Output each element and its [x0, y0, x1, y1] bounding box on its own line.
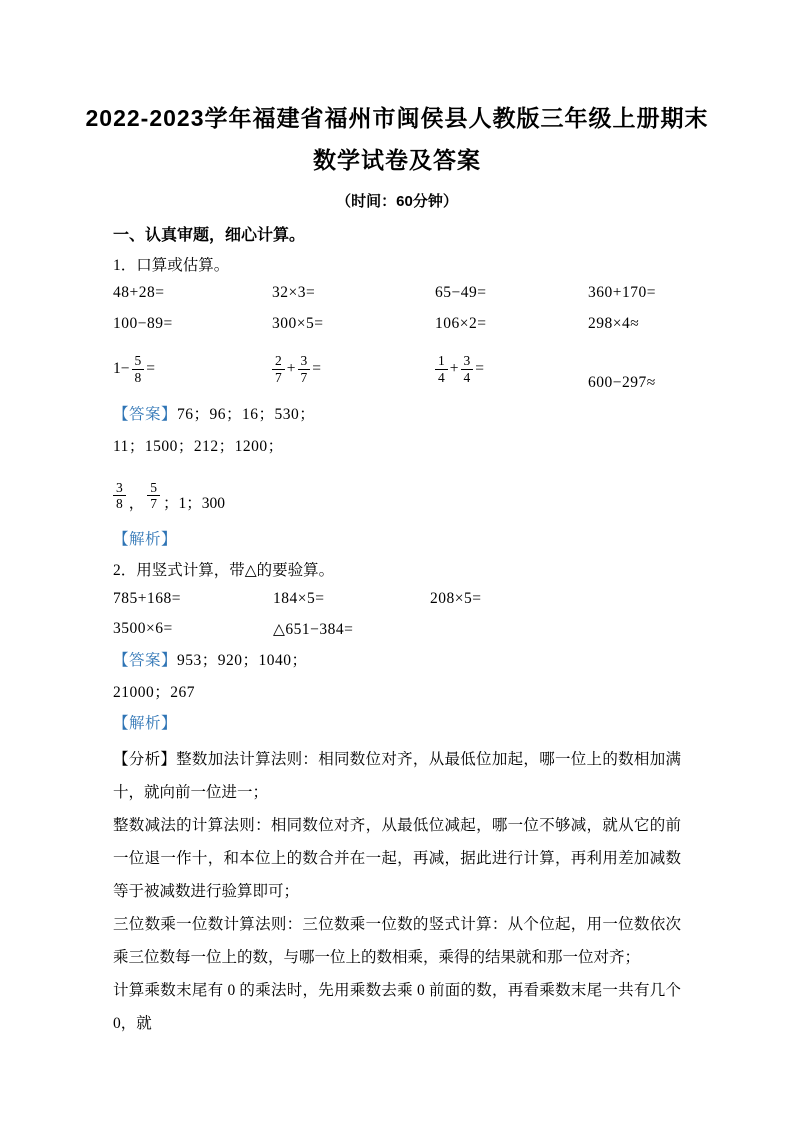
- equals-sign: =: [475, 360, 484, 377]
- answer-values: ；1；300: [163, 495, 226, 512]
- fraction-denominator: 4: [461, 369, 474, 385]
- section-1-heading: 一、认真审题，细心计算。: [113, 227, 306, 244]
- fraction-denominator: 8: [132, 369, 145, 385]
- detail-label: 【分析】: [113, 751, 177, 768]
- q1-fraction-row: [113, 344, 753, 394]
- q2-analysis-label: 【解析】: [113, 715, 178, 732]
- q1-oral-calc-row-1: [113, 281, 753, 305]
- math-expression-triangle: △651−384=: [273, 620, 354, 638]
- fraction-denominator: 4: [435, 369, 448, 385]
- q2-vertical-calc-row-1: [113, 587, 753, 611]
- document-title-line1: 2022-2023学年福建省福州市闽侯县人教版三年级上册期末: [85, 105, 709, 131]
- math-expression: 300×5=: [272, 315, 324, 332]
- separator-comma: ，: [128, 495, 145, 512]
- equals-sign: =: [146, 360, 155, 377]
- fraction-numerator: 3: [300, 353, 308, 369]
- answer-label: 【答案】: [113, 406, 178, 423]
- fraction: [461, 353, 474, 384]
- math-expression: 100−89=: [113, 315, 173, 332]
- q1-oral-calc-row-2: [113, 312, 753, 336]
- math-expression: 65−49=: [435, 284, 487, 301]
- q1-answer-line-1: [113, 402, 315, 424]
- math-expression-estimate: 600−297≈: [588, 374, 656, 391]
- answer-values: 76；96；16；530；: [177, 406, 316, 423]
- q1-answer-line-2: 11；1500；212；1200；: [113, 438, 284, 455]
- fraction-denominator: 8: [113, 495, 126, 511]
- analysis-paragraph: 三位数乘一位数计算法则：三位数乘一位数的竖式计算：从个位起，用一位数依次乘三位数每一位上的数，与哪一位上的数相乘，乘得的结果就和那一位对齐；: [113, 916, 681, 966]
- math-expression: 298×4≈: [588, 315, 640, 332]
- math-expression: 360+170=: [588, 284, 656, 301]
- math-expression-fraction: [435, 353, 588, 384]
- analysis-paragraph: [113, 743, 681, 809]
- analysis-paragraph: 整数减法的计算法则：相同数位对齐，从最低位减起，哪一位不够减，就从它的前一位退一作十，和本位上的数合并在一起，再减，据此进行计算，再利用差加减数等于被减数进行验算即可；: [113, 817, 681, 900]
- fraction-numerator: 3: [463, 353, 471, 369]
- math-expression: 184×5=: [273, 590, 325, 607]
- q2-analysis-body: [113, 743, 681, 1040]
- math-expression: 3500×6=: [113, 620, 173, 637]
- fraction: [132, 353, 145, 384]
- fraction: [147, 480, 160, 511]
- answer-values: 953；920；1040；: [177, 652, 308, 669]
- fraction-numerator: 5: [150, 479, 158, 495]
- fraction-prefix: 1−: [113, 360, 130, 377]
- question-1-label: 1．口算或估算。: [113, 257, 230, 274]
- fraction-numerator: 3: [116, 479, 123, 495]
- fraction-numerator: 5: [134, 353, 142, 369]
- q2-answer-line-2: 21000；267: [113, 684, 196, 701]
- q2-answer-line-1: [113, 648, 308, 670]
- fraction: [298, 353, 311, 384]
- fraction: [272, 353, 285, 384]
- analysis-text: 整数加法计算法则：相同数位对齐，从最低位加起，哪一位上的数相加满十，就向前一位进一；: [113, 751, 681, 801]
- fraction-denominator: 7: [298, 369, 311, 385]
- fraction-denominator: 7: [147, 495, 160, 511]
- math-expression: 106×2=: [435, 315, 487, 332]
- time-limit-note: （时间：60分钟）: [336, 193, 458, 210]
- q1-answer-fraction-line: [113, 465, 228, 513]
- q1-analysis-label: 【解析】: [113, 531, 178, 548]
- fraction: [435, 353, 448, 384]
- plus-sign: +: [449, 360, 459, 377]
- analysis-paragraph: 计算乘数末尾有 0 的乘法时，先用乘数去乘 0 前面的数，再看乘数末尾一共有几个 0，就: [113, 982, 681, 1032]
- fraction-numerator: 2: [275, 353, 282, 369]
- math-expression: 32×3=: [272, 284, 316, 301]
- math-expression-fraction: [113, 353, 272, 384]
- answer-label: 【答案】: [113, 652, 178, 669]
- fraction-denominator: 7: [272, 369, 285, 385]
- math-expression: 785+168=: [113, 590, 181, 607]
- q2-vertical-calc-row-2: [113, 617, 753, 641]
- equals-sign: =: [312, 360, 321, 377]
- math-expression: 48+28=: [113, 284, 165, 301]
- fraction-numerator: 1: [438, 353, 445, 369]
- math-expression: 208×5=: [430, 590, 482, 607]
- plus-sign: +: [286, 360, 296, 377]
- question-2-label: 2．用竖式计算，带△的要验算。: [113, 562, 335, 579]
- math-expression-fraction: [272, 353, 435, 384]
- document-title-line2: 数学试卷及答案: [313, 147, 481, 173]
- fraction: [113, 480, 126, 511]
